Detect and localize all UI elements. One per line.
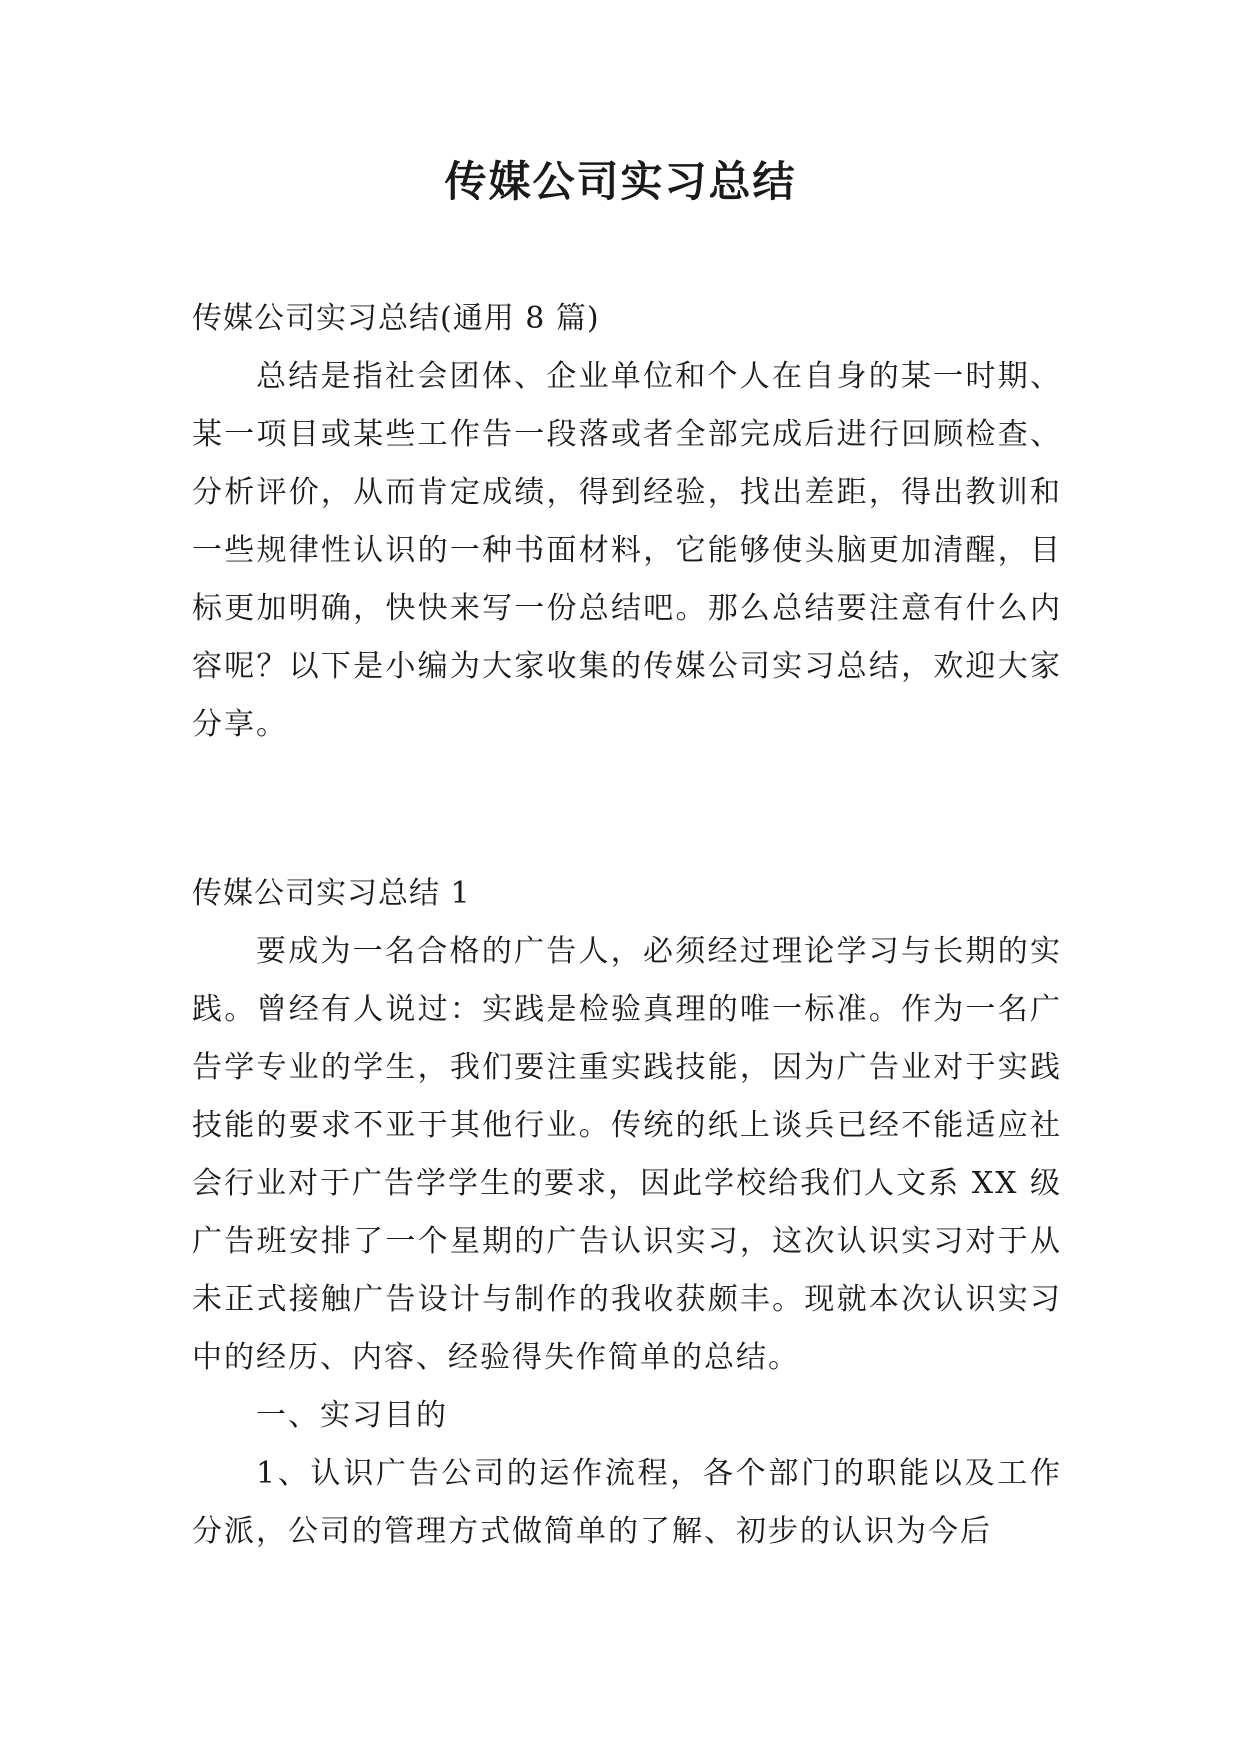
document-subtitle: 传媒公司实习总结(通用 8 篇) <box>192 301 600 336</box>
section-1-block <box>192 865 1062 1561</box>
section-1-item-1: 1、认识广告公司的运作流程，各个部门的职能以及工作分派，公司的管理方式做简单的了解、初步的认识为今后 <box>192 1456 1062 1549</box>
section-1-paragraph: 要成为一名合格的广告人，必须经过理论学习与长期的实践。曾经有人说过：实践是检验真理的唯一标准。作为一名广告学专业的学生，我们要注重实践技能，因为广告业对于实践技能的要求不亚于其他行业。传统的纸上谈兵已经不能适应社会行业对于广告学学生的要求，因此学校给我们人文系 XX 级广告班安排了一个星期的广告认识实习，这次认识实习对于从未正式接触广告设计与制作的我收获颇丰。现就本次认识实习中的经历、内容、经验得失作简单的总结。 <box>192 934 1062 1375</box>
intro-paragraph: 总结是指社会团体、企业单位和个人在自身的某一时期、某一项目或某些工作告一段落或者全部完成后进行回顾检查、分析评价，从而肯定成绩，得到经验，找出差距，得出教训和一些规律性认识的一种书面材料，它能够使头脑更加清醒，目标更加明确，快快来写一份总结吧。那么总结要注意有什么内容呢？以下是小编为大家收集的传媒公司实习总结，欢迎大家分享。 <box>192 359 1062 742</box>
section-1-subheading: 一、实习目的 <box>256 1398 448 1433</box>
intro-block <box>192 290 1062 754</box>
document-title: 传媒公司实习总结 <box>444 157 797 206</box>
section-1-heading: 传媒公司实习总结 1 <box>192 876 471 911</box>
